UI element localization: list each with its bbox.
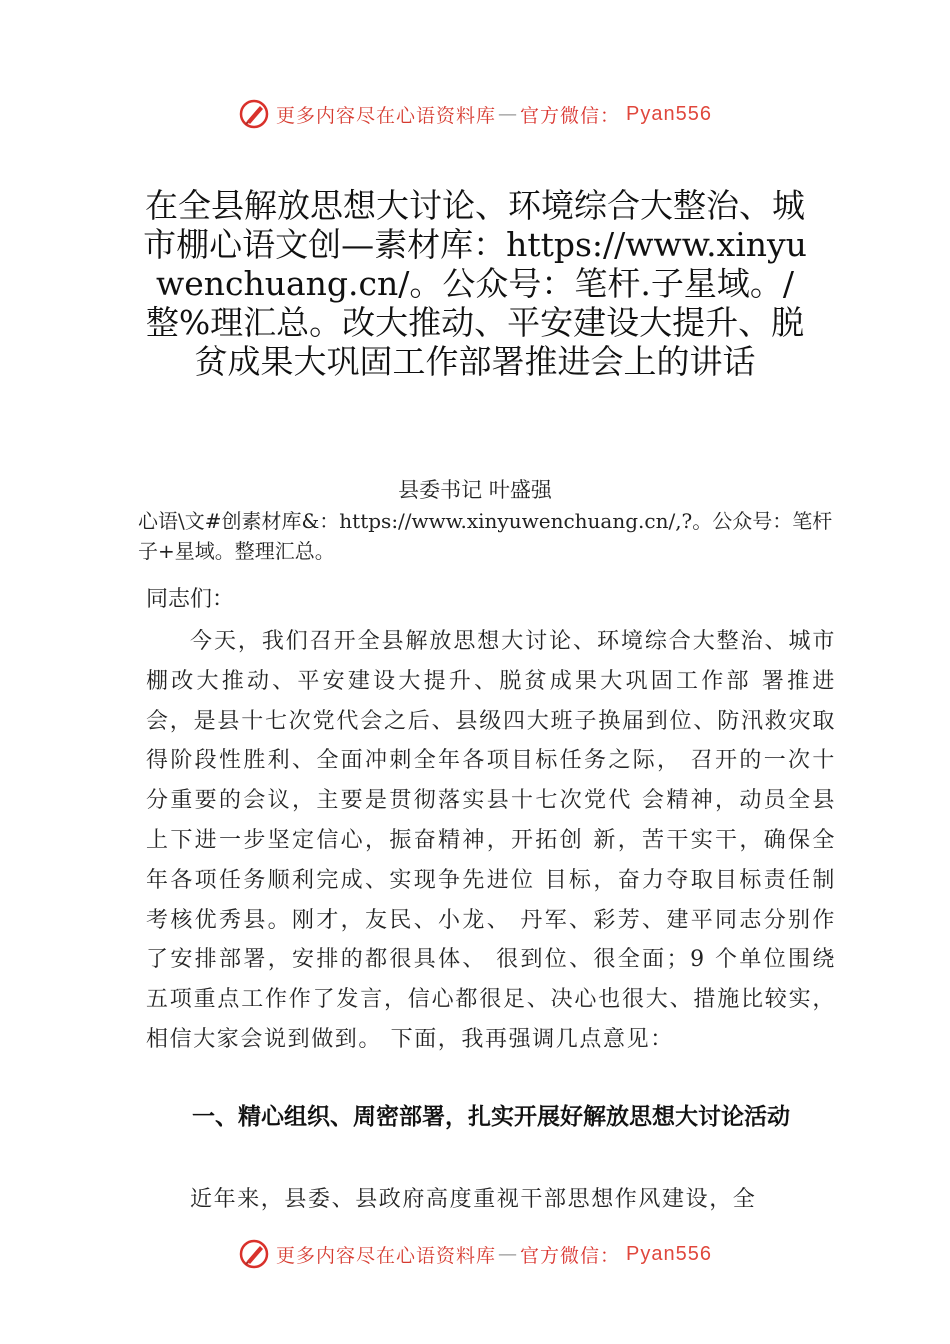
paragraph-section-1: 近年来，县委、县政府高度重视干部思想作风建设，全: [190, 1187, 757, 1212]
source-note: 心语\文#创素材库&：https://www.xinyuwenchuang.cn/,?。公众号：笔杆子+星域。整理汇总。: [138, 509, 833, 563]
banner-wechat-label: 官方微信：: [520, 1244, 621, 1267]
section-heading-1: 一、精心组织、周密部署，扎实开展好解放思想大讨论活动: [192, 1104, 790, 1130]
banner-wechat-label: 官方微信：: [520, 104, 621, 127]
banner-main-text: 更多内容尽在心语资料库: [276, 1244, 497, 1267]
salutation: 同志们：: [146, 587, 235, 612]
banner-wechat-id: Pyan556: [626, 1242, 712, 1265]
paragraph-intro: 今天，我们召开全县解放思想大讨论、环境综合大整治、城市棚改大推动、平安建设大提升、脱贫成果大巩固工作部 署推进会，是县十七次党代会之后、县级四大班子换届到位、防汛救灾取得阶段性胜利、全面冲刺全年各项目标任务之际， 召开的一次十分重要的会议，主要是贯彻落实县十七次党代 会精神，动员全县上下进一步坚定信心，振奋精神，开拓创 新，苦干实干，确保全年各项任务顺利完成、实现争先进位 目标，奋力夺取目标责任制考核优秀县。刚才，友民、小龙、 丹军、彩芳、建平同志分别作了安排部署，安排的都很具体、 很到位、很全面；9 个单位围绕五项重点工作作了发言，信心都很足、决心也很大、措施比较实，相信大家会说到做到。 下面，我再强调几点意见：: [146, 629, 836, 1052]
banner-dash: —: [498, 1243, 519, 1265]
pen-logo-icon: [238, 98, 270, 130]
banner-dash: —: [498, 103, 519, 125]
banner-main-text: 更多内容尽在心语资料库: [276, 104, 497, 127]
watermark-banner-bottom: [0, 1234, 950, 1274]
document-title: 在全县解放思想大讨论、环境综合大整治、城市棚心语文创—素材库：https://www.xinyuwenchuang.cn/。公众号：笔杆.子星域。/整%理汇总。改大推动、平安建设大提升、脱贫成果大巩固工作部署推进会上的讲话: [143, 186, 807, 381]
pen-logo-icon: [238, 1238, 270, 1270]
document-author: 县委书记 叶盛强: [398, 478, 552, 502]
banner-wechat-id: Pyan556: [626, 102, 712, 125]
watermark-banner-top: [0, 94, 950, 134]
